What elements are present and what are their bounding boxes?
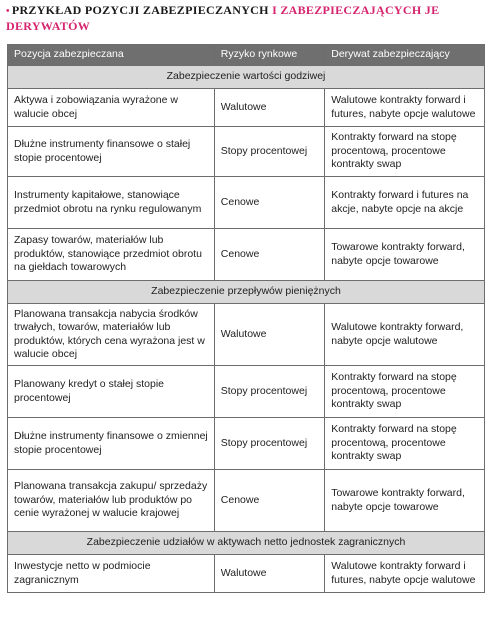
- header-row: [8, 45, 485, 66]
- bullet-icon: •: [6, 6, 10, 17]
- derivative-cell: Kontrakty forward na stopę procentową, procentowe kontrakty swap: [325, 418, 485, 470]
- header-market-risk: Ryzyko rynkowe: [214, 45, 324, 66]
- table-row: [8, 555, 485, 593]
- header-hedged-item: Pozycja zabezpieczana: [8, 45, 215, 66]
- hedging-table: [7, 44, 485, 593]
- derivative-cell: Kontrakty forward na stopę procentową, procentowe kontrakty swap: [325, 127, 485, 177]
- market-risk-cell: Stopy procentowej: [214, 127, 324, 177]
- section-title: Zabezpieczenie przepływów pieniężnych: [8, 281, 485, 304]
- hedged-item-cell: Planowana transakcja zakupu/ sprzedaży towarów, materiałów lub produktów po cenie wyrażonej w walucie krajowej: [8, 470, 215, 532]
- table-row: [8, 418, 485, 470]
- derivative-cell: Walutowe kontrakty forward, nabyte opcje walutowe: [325, 304, 485, 366]
- header-hedging-derivative: Derywat zabezpieczający: [325, 45, 485, 66]
- hedged-item-cell: Dłużne instrumenty finansowe o stałej stopie procentowej: [8, 127, 215, 177]
- hedged-item-cell: Dłużne instrumenty finansowe o zmiennej stopie procentowej: [8, 418, 215, 470]
- market-risk-cell: Stopy procentowej: [214, 366, 324, 418]
- market-risk-cell: Walutowe: [214, 89, 324, 127]
- hedged-item-cell: Aktywa i zobowiązania wyrażone w walucie obcej: [8, 89, 215, 127]
- derivative-cell: Towarowe kontrakty forward, nabyte opcje towarowe: [325, 229, 485, 281]
- market-risk-cell: Cenowe: [214, 470, 324, 532]
- market-risk-cell: Walutowe: [214, 304, 324, 366]
- hedged-item-cell: Inwestycje netto w podmiocie zagranicznym: [8, 555, 215, 593]
- document-title: [6, 3, 484, 33]
- table-row: [8, 127, 485, 177]
- table-row: [8, 304, 485, 366]
- section-row: [8, 281, 485, 304]
- market-risk-cell: Stopy procentowej: [214, 418, 324, 470]
- hedged-item-cell: Planowana transakcja nabycia środków trwałych, towarów, materiałów lub produktów, których cena wyrażona jest w walucie obcej: [8, 304, 215, 366]
- derivative-cell: Kontrakty forward na stopę procentową, procentowe kontrakty swap: [325, 366, 485, 418]
- section-row: [8, 532, 485, 555]
- market-risk-cell: Walutowe: [214, 555, 324, 593]
- section-row: [8, 66, 485, 89]
- market-risk-cell: Cenowe: [214, 177, 324, 229]
- title-part-3: DERYWATÓW: [6, 19, 91, 33]
- table-row: [8, 89, 485, 127]
- table-row: [8, 366, 485, 418]
- title-part-1: PRZYKŁAD POZYCJI ZABEZPIECZANYCH: [11, 3, 269, 17]
- section-title: Zabezpieczenie udziałów w aktywach netto jednostek zagranicznych: [8, 532, 485, 555]
- derivative-cell: Walutowe kontrakty forward i futures, nabyte opcje walutowe: [325, 89, 485, 127]
- derivative-cell: Walutowe kontrakty forward i futures, nabyte opcje walutowe: [325, 555, 485, 593]
- table-row: [8, 470, 485, 532]
- market-risk-cell: Cenowe: [214, 229, 324, 281]
- title-part-2: I ZABEZPIECZAJĄCYCH JE: [268, 3, 440, 17]
- section-title: Zabezpieczenie wartości godziwej: [8, 66, 485, 89]
- table-row: [8, 177, 485, 229]
- hedged-item-cell: Instrumenty kapitałowe, stanowiące przedmiot obrotu na rynku regulowanym: [8, 177, 215, 229]
- derivative-cell: Kontrakty forward i futures na akcje, nabyte opcje na akcje: [325, 177, 485, 229]
- hedged-item-cell: Zapasy towarów, materiałów lub produktów, stanowiące przedmiot obrotu na giełdach towarowych: [8, 229, 215, 281]
- derivative-cell: Towarowe kontrakty forward, nabyte opcje towarowe: [325, 470, 485, 532]
- hedged-item-cell: Planowany kredyt o stałej stopie procentowej: [8, 366, 215, 418]
- table-row: [8, 229, 485, 281]
